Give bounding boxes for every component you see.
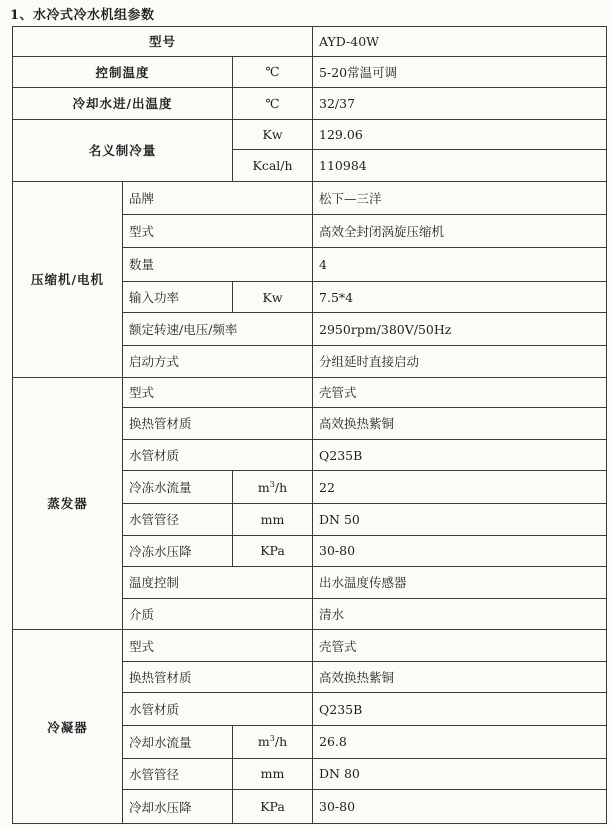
compressor-power-value: 7.5*4: [313, 281, 607, 313]
evaporator-shell-material-label: 水管材质: [123, 439, 313, 471]
condenser-pressure-unit: KPa: [233, 790, 313, 824]
condenser-flow-unit: $m^3/h$: [233, 726, 313, 759]
condenser-section-label: 冷凝器: [13, 630, 123, 824]
compressor-start-label: 启动方式: [123, 345, 313, 377]
evaporator-type-value: 壳管式: [313, 377, 607, 408]
compressor-quantity-value: 4: [313, 248, 607, 282]
nominal-capacity-value-kw: 129.06: [313, 119, 607, 150]
evaporator-flow-unit: $m^3/h$: [233, 471, 313, 504]
compressor-type-label: 型式: [123, 214, 313, 248]
condenser-flow-value: 26.8: [313, 726, 607, 759]
evaporator-pressure-unit: KPa: [233, 535, 313, 567]
compressor-power-label: 输入功率: [123, 281, 233, 313]
control-temp-value: 5-20常温可调: [313, 56, 607, 88]
table-row: [13, 181, 607, 214]
evaporator-section-label: 蒸发器: [13, 377, 123, 630]
evaporator-type-label: 型式: [123, 377, 313, 408]
nominal-capacity-unit-kw: Kw: [233, 119, 313, 150]
nominal-capacity-unit-kcal: Kcal/h: [233, 150, 313, 182]
condenser-tube-material-value: 高效换热紫铜: [313, 661, 607, 693]
evaporator-pipe-label: 水管管径: [123, 503, 233, 535]
table-row: [13, 630, 607, 662]
condenser-pipe-label: 水管管径: [123, 758, 233, 790]
evaporator-pipe-value: DN 50: [313, 503, 607, 535]
evaporator-flow-label: 冷冻水流量: [123, 471, 233, 504]
cooling-water-temp-value: 32/37: [313, 88, 607, 120]
nominal-capacity-value-kcal: 110984: [313, 150, 607, 182]
condenser-pipe-value: DN 80: [313, 758, 607, 790]
condenser-flow-label: 冷却水流量: [123, 726, 233, 759]
condenser-tube-material-label: 换热管材质: [123, 661, 313, 693]
compressor-rated-label: 额定转速/电压/频率: [123, 313, 313, 346]
evaporator-pipe-unit: mm: [233, 503, 313, 535]
compressor-section-label: 压缩机/电机: [13, 181, 123, 377]
compressor-quantity-label: 数量: [123, 248, 313, 282]
control-temp-unit: ℃: [233, 56, 313, 88]
cooling-water-temp-unit: ℃: [233, 88, 313, 120]
condenser-shell-material-label: 水管材质: [123, 693, 313, 726]
table-row: [13, 377, 607, 408]
evaporator-medium-label: 介质: [123, 598, 313, 630]
table-row: [13, 119, 607, 150]
condenser-pressure-value: 30-80: [313, 790, 607, 824]
evaporator-medium-value: 清水: [313, 598, 607, 630]
compressor-brand-value: 松下—三洋: [313, 181, 607, 214]
compressor-start-value: 分组延时直接启动: [313, 345, 607, 377]
model-value: AYD-40W: [313, 27, 607, 57]
evaporator-pressure-value: 30-80: [313, 535, 607, 567]
evaporator-temp-control-value: 出水温度传感器: [313, 567, 607, 599]
compressor-rated-value: 2950rpm/380V/50Hz: [313, 313, 607, 346]
condenser-shell-material-value: Q235B: [313, 693, 607, 726]
model-label: 型号: [13, 27, 313, 57]
condenser-pipe-unit: mm: [233, 758, 313, 790]
evaporator-tube-material-label: 换热管材质: [123, 408, 313, 440]
condenser-type-label: 型式: [123, 630, 313, 662]
table-row: [13, 88, 607, 120]
evaporator-tube-material-value: 高效换热紫铜: [313, 408, 607, 440]
evaporator-pressure-label: 冷冻水压降: [123, 535, 233, 567]
document-title: 1、水冷式冷水机组参数: [10, 8, 155, 23]
control-temp-label: 控制温度: [13, 56, 233, 88]
cooling-water-temp-label: 冷却水进/出温度: [13, 88, 233, 120]
condenser-type-value: 壳管式: [313, 630, 607, 662]
evaporator-temp-control-label: 温度控制: [123, 567, 313, 599]
spec-table: [12, 26, 607, 824]
compressor-power-unit: Kw: [233, 281, 313, 313]
table-row: [13, 27, 607, 57]
evaporator-flow-value: 22: [313, 471, 607, 504]
compressor-type-value: 高效全封闭涡旋压缩机: [313, 214, 607, 248]
evaporator-shell-material-value: Q235B: [313, 439, 607, 471]
condenser-pressure-label: 冷却水压降: [123, 790, 233, 824]
table-row: [13, 56, 607, 88]
compressor-brand-label: 品牌: [123, 181, 313, 214]
nominal-capacity-label: 名义制冷量: [13, 119, 233, 181]
